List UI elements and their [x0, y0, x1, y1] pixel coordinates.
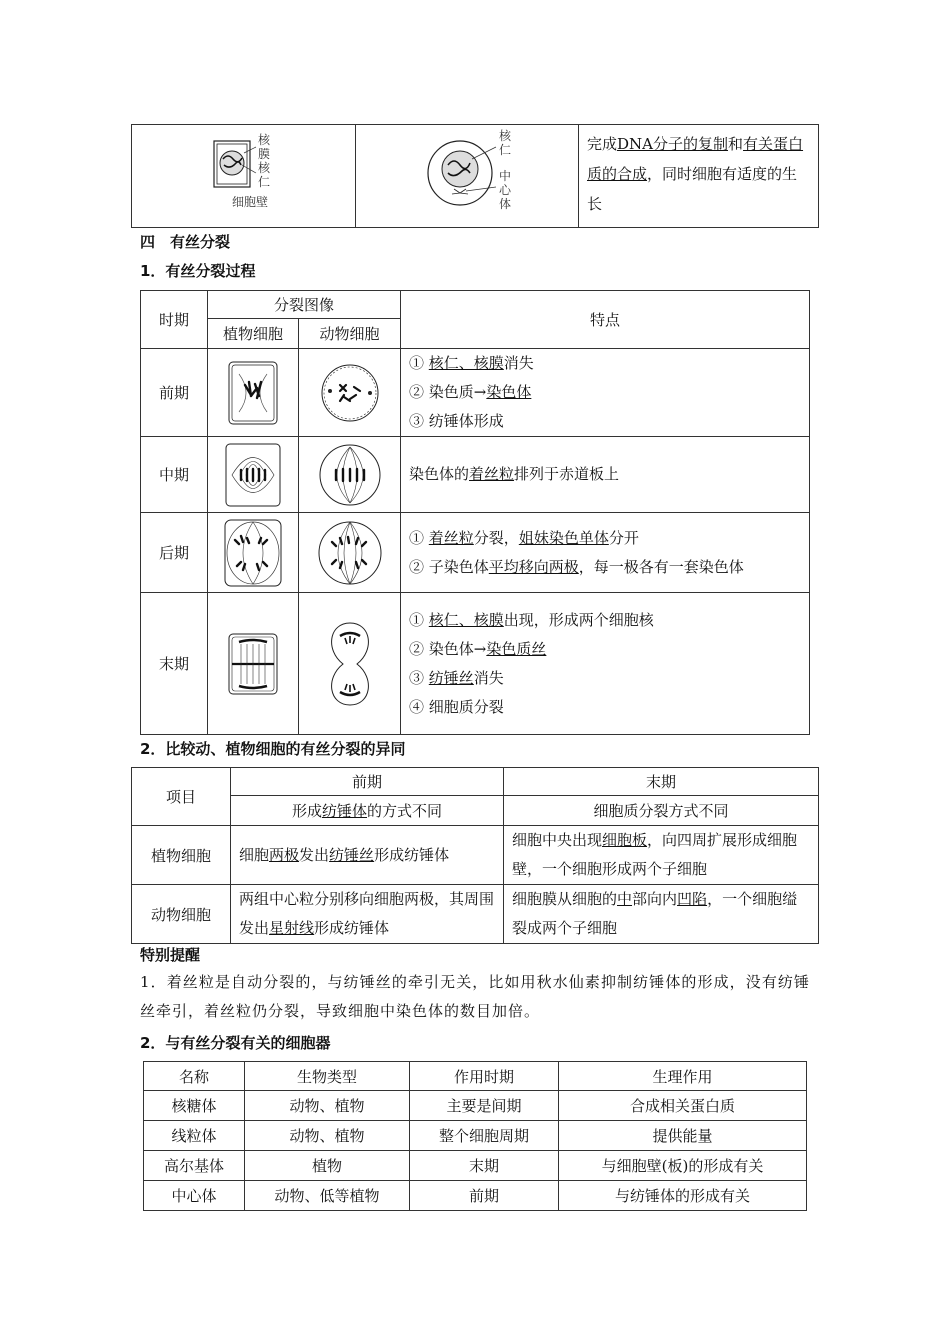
- org-cell: 主要是间期: [410, 1091, 559, 1121]
- text-segment: 形成: [291, 802, 322, 820]
- text-segment: 两组中心粒分别移向细胞两极，其周围发出: [239, 890, 495, 937]
- org-cell: 提供能量: [559, 1121, 807, 1151]
- anaphase-feature-1: [409, 524, 801, 553]
- text-segment: ② 子染色体: [409, 557, 489, 576]
- images-header: 分裂图像: [208, 291, 401, 319]
- item-header: 项目: [132, 768, 231, 826]
- anaphase-features: [401, 513, 810, 593]
- org-cell: 动物、植物: [245, 1091, 410, 1121]
- plant-label-4: 仁: [258, 175, 271, 189]
- text-segment: 消失: [503, 354, 534, 372]
- underlined-answer: 核仁、核膜: [428, 354, 504, 372]
- text-segment: ，同时细胞有适度的生长: [587, 165, 798, 213]
- text-segment: 和: [728, 135, 744, 153]
- period-metaphase: 中期: [141, 437, 208, 513]
- telophase-feature-2: [409, 635, 801, 664]
- plant-metaphase-figure: [224, 442, 282, 508]
- org-cell: 核糖体: [144, 1091, 245, 1121]
- animal-interphase-cell: [356, 125, 579, 228]
- period-anaphase: 后期: [141, 513, 208, 593]
- plant-interphase-cell: [132, 125, 356, 228]
- text-segment: ，一个细胞缢裂成两个子细胞: [512, 890, 798, 937]
- telophase-feature-3: [409, 664, 801, 693]
- plant-row-label: 植物细胞: [132, 826, 231, 885]
- org-cell: 前期: [410, 1181, 559, 1211]
- plant-metaphase-cell: [208, 437, 299, 513]
- org-cell: 高尔基体: [144, 1151, 245, 1181]
- mitosis-process-table: [140, 290, 810, 735]
- features-header: 特点: [401, 291, 810, 349]
- text-segment: ，向四周扩展形成细胞壁，一个细胞形成两个子细胞: [512, 831, 798, 878]
- underlined-answer: 纺锤丝: [428, 668, 474, 687]
- underlined-answer: 平均移向两极: [488, 557, 579, 576]
- text-segment: 出现，形成两个细胞核: [503, 610, 654, 629]
- org-header-function: 生理作用: [559, 1062, 807, 1091]
- underlined-answer: 纺锤丝: [329, 845, 375, 864]
- underlined-answer: 纺锤体: [321, 802, 367, 820]
- cell-wall-label: 细胞壁: [232, 195, 269, 209]
- plant-header: 植物细胞: [208, 319, 299, 349]
- text-segment: 分开: [608, 528, 639, 547]
- underlined-answer: 中: [617, 890, 633, 908]
- telophase-features: [401, 593, 810, 735]
- underlined-answer: 染色质丝: [486, 639, 547, 658]
- underlined-answer: DNA分子的复制: [617, 135, 729, 153]
- text-segment: 完成: [587, 135, 618, 153]
- animal-metaphase-cell: [299, 437, 401, 513]
- metaphase-features: [401, 437, 810, 513]
- text-segment: 发出: [299, 845, 330, 864]
- plant-anaphase-figure: [223, 518, 283, 588]
- text-segment: ④ 细胞质分裂: [409, 697, 504, 716]
- animal-label-1: 核: [499, 129, 512, 143]
- text-segment: 细胞中央出现: [512, 831, 603, 849]
- animal-anaphase-cell: [299, 513, 401, 593]
- animal-label-5: 体: [499, 197, 512, 211]
- animal-telophase-text: [504, 885, 819, 944]
- reminder-paragraph-1: 1．着丝粒是自动分裂的，与纺锤丝的牵引无关，比如用秋水仙素抑制纺锤体的形成，没有纺锤丝牵引，着丝粒仍分裂，导致细胞中染色体的数目加倍。: [140, 973, 810, 1020]
- animal-anaphase-figure: [318, 518, 382, 588]
- text-segment: ①: [409, 610, 429, 629]
- org-cell: 与细胞壁(板)的形成有关: [559, 1151, 807, 1181]
- compare-table: [131, 767, 819, 944]
- animal-metaphase-figure: [318, 441, 382, 509]
- org-cell: 线粒体: [144, 1121, 245, 1151]
- section-title: 四 有丝分裂: [140, 233, 231, 251]
- animal-prophase-figure: [318, 361, 382, 425]
- text-segment: 的方式不同: [367, 802, 443, 820]
- text-segment: 部向内: [632, 890, 678, 908]
- org-header-type: 生物类型: [245, 1062, 410, 1091]
- underlined-answer: 着丝粒: [469, 465, 515, 483]
- plant-telophase-text: [504, 826, 819, 885]
- reminder-paragraph-2: 2．与有丝分裂有关的细胞器: [140, 1034, 331, 1052]
- org-cell: 植物: [245, 1151, 410, 1181]
- text-segment: ①: [409, 528, 429, 547]
- animal-prophase-cell: [299, 349, 401, 437]
- underlined-answer: 染色体: [486, 383, 532, 401]
- text-segment: ② 染色体→: [409, 639, 487, 658]
- text-segment: 形成纺锤体: [314, 919, 390, 937]
- text-segment: ③: [409, 668, 429, 687]
- org-cell: 整个细胞周期: [410, 1121, 559, 1151]
- org-cell: 动物、低等植物: [245, 1181, 410, 1211]
- animal-row-label: 动物细胞: [132, 885, 231, 944]
- prophase-feature-3: [409, 407, 801, 436]
- compare-title: 2．比较动、植物细胞的有丝分裂的异同: [140, 740, 406, 758]
- plant-prophase-figure: [227, 360, 279, 426]
- underlined-answer: 有关蛋白质的合成: [587, 135, 804, 183]
- text-segment: ② 染色质→: [409, 383, 487, 401]
- telophase-feature-1: [409, 606, 801, 635]
- reminder-title: 特别提醒: [140, 946, 201, 964]
- text-segment: ③ 纺锤体形成: [409, 412, 504, 430]
- prophase-feature-2: [409, 378, 801, 407]
- underlined-answer: 凹陷: [677, 890, 708, 908]
- plant-telophase-cell: [208, 593, 299, 735]
- underlined-answer: 细胞板: [602, 831, 648, 849]
- underlined-answer: 星射线: [269, 919, 315, 937]
- plant-prophase-text: [231, 826, 504, 885]
- text-segment: 染色体的: [409, 465, 470, 483]
- text-segment: 细胞: [239, 845, 270, 864]
- interphase-table: [131, 124, 819, 228]
- metaphase-feature-1: [409, 460, 801, 489]
- text-segment: 排列于赤道板上: [514, 465, 620, 483]
- underlined-answer: 核仁、核膜: [428, 610, 504, 629]
- underlined-answer: 着丝粒: [428, 528, 474, 547]
- telophase-feature-4: [409, 693, 801, 722]
- plant-telophase-figure: [227, 632, 279, 696]
- text-segment: 分裂，: [473, 528, 519, 547]
- period-header: 时期: [141, 291, 208, 349]
- process-title: 1．有丝分裂过程: [140, 262, 256, 280]
- animal-label-4: 心: [499, 183, 512, 197]
- telophase-subheader: 细胞质分裂方式不同: [504, 796, 819, 826]
- org-cell: 中心体: [144, 1181, 245, 1211]
- org-header-name: 名称: [144, 1062, 245, 1091]
- animal-prophase-text: [231, 885, 504, 944]
- text-segment: ①: [409, 354, 429, 372]
- animal-label-3: 中: [499, 169, 512, 183]
- plant-label-3: 核: [258, 161, 271, 175]
- telophase-header: 末期: [504, 768, 819, 796]
- org-cell: 合成相关蛋白质: [559, 1091, 807, 1121]
- period-prophase: 前期: [141, 349, 208, 437]
- animal-header: 动物细胞: [299, 319, 401, 349]
- prophase-features: [401, 349, 810, 437]
- prophase-subheader: [231, 796, 504, 826]
- plant-label-1: 核: [258, 133, 271, 147]
- interphase-text: [579, 125, 818, 223]
- org-cell: 与纺锤体的形成有关: [559, 1181, 807, 1211]
- org-header-period: 作用时期: [410, 1062, 559, 1091]
- prophase-feature-1: [409, 349, 801, 378]
- text-segment: 形成纺锤体: [374, 845, 450, 864]
- underlined-answer: 两极: [269, 845, 300, 864]
- anaphase-feature-2: [409, 553, 801, 582]
- plant-prophase-cell: [208, 349, 299, 437]
- animal-label-2: 仁: [499, 143, 512, 157]
- interphase-text-cell: [579, 125, 819, 228]
- animal-telophase-cell: [299, 593, 401, 735]
- text-segment: ，每一极各有一套染色体: [578, 557, 744, 576]
- text-segment: 消失: [473, 668, 504, 687]
- org-cell: 动物、植物: [245, 1121, 410, 1151]
- underlined-answer: 姐妹染色单体: [518, 528, 609, 547]
- period-telophase: 末期: [141, 593, 208, 735]
- text-segment: 细胞膜从细胞的: [512, 890, 618, 908]
- org-cell: 末期: [410, 1151, 559, 1181]
- plant-anaphase-cell: [208, 513, 299, 593]
- organelle-table: [143, 1061, 807, 1211]
- plant-label-2: 膜: [258, 147, 271, 161]
- animal-interphase-figure: [420, 131, 510, 221]
- animal-telophase-figure: [323, 620, 377, 708]
- prophase-header: 前期: [231, 768, 504, 796]
